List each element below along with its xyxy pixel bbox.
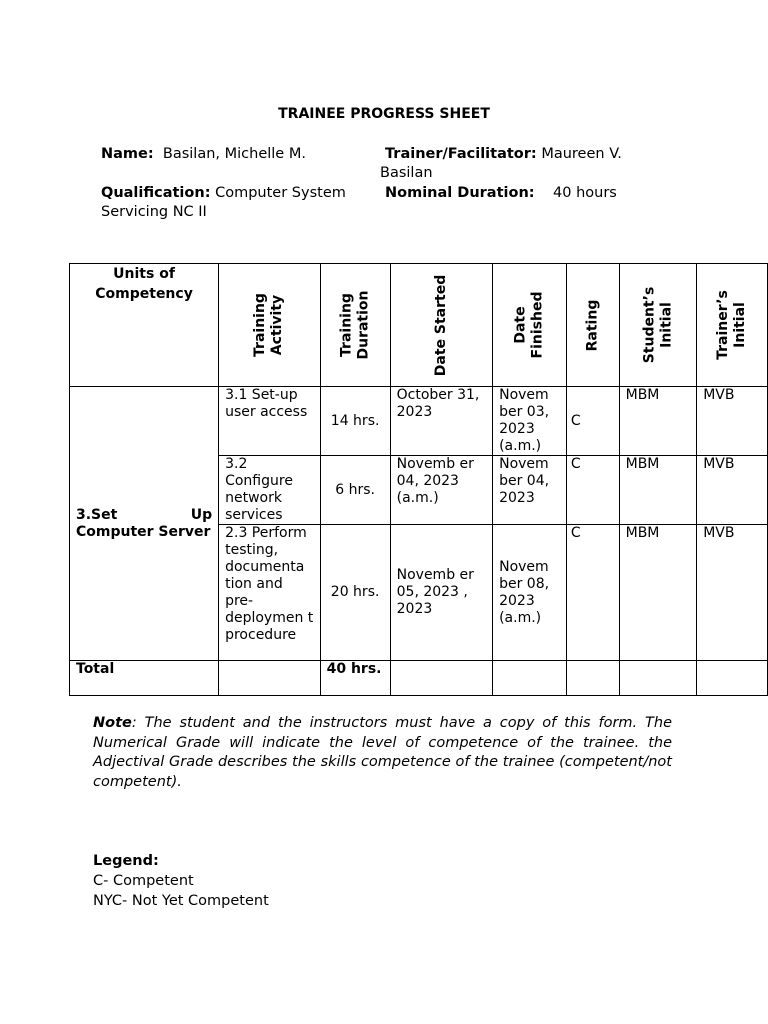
- duration-field: [385, 184, 617, 203]
- total-row: [70, 661, 768, 696]
- name-value: Basilan, Michelle M.: [162, 146, 306, 162]
- total-label: Total: [70, 661, 219, 696]
- qualification-value-1: Computer System: [215, 185, 346, 201]
- trainer-value-1: Maureen V.: [541, 146, 622, 162]
- header-units: Units of Competency: [70, 264, 219, 387]
- header-activity: Training Activity: [219, 264, 321, 387]
- student-initial-cell: MBM: [619, 456, 697, 525]
- name-label: Name:: [101, 146, 154, 162]
- header-date-finished: Date Finished: [493, 264, 567, 387]
- activity-cell: 2.3 Perform testing, documenta tion and pre-deploymen t procedure: [219, 525, 321, 661]
- duration-cell: 6 hrs.: [320, 456, 390, 525]
- trainer-field: [380, 145, 670, 183]
- qualification-field: [101, 184, 346, 222]
- date-started-cell: Novemb er 05, 2023 , 2023: [390, 525, 492, 661]
- student-initial-cell: MBM: [619, 387, 697, 456]
- qualification-label: Qualification:: [101, 185, 211, 201]
- total-empty-cell: [566, 661, 619, 696]
- date-finished-cell: Novem ber 08, 2023 (a.m.): [493, 525, 567, 661]
- note-text: : The student and the instructors must have a copy of this form. The Numerical Grade will indicate the level of competence of the trainee. the Adjectival Grade describes the skills competence of the trainee (competent/not competent).: [93, 715, 672, 790]
- total-duration: 40 hrs.: [320, 661, 390, 696]
- total-empty-cell: [697, 661, 768, 696]
- legend-title: Legend:: [93, 853, 159, 869]
- trainer-initial-cell: MVB: [697, 525, 768, 661]
- header-duration: Training Duration: [320, 264, 390, 387]
- trainer-label: Trainer/Facilitator:: [385, 146, 537, 162]
- header-date-started: Date Started: [390, 264, 492, 387]
- note-label: Note: [93, 715, 132, 731]
- activity-cell: 3.1 Set-up user access: [219, 387, 321, 456]
- header-rating: Rating: [566, 264, 619, 387]
- rating-cell: C: [566, 525, 619, 661]
- duration-cell: 14 hrs.: [320, 387, 390, 456]
- qualification-value-2: Servicing NC II: [101, 204, 207, 220]
- trainer-initial-cell: MVB: [697, 456, 768, 525]
- page-title: TRAINEE PROGRESS SHEET: [278, 106, 490, 122]
- name-field: [101, 145, 306, 164]
- progress-table: [69, 263, 768, 696]
- table-header-row: [70, 264, 768, 387]
- table-row: [70, 387, 768, 456]
- date-started-cell: Novemb er 04, 2023 (a.m.): [390, 456, 492, 525]
- header-student-initial: Student’s Initial: [619, 264, 697, 387]
- legend-item: C- Competent: [93, 873, 194, 889]
- date-finished-cell: Novem ber 03, 2023 (a.m.): [493, 387, 567, 456]
- note-paragraph: [93, 714, 672, 792]
- legend: [93, 851, 269, 911]
- trainer-initial-cell: MVB: [697, 387, 768, 456]
- total-empty-cell: [493, 661, 567, 696]
- date-started-cell: October 31, 2023: [390, 387, 492, 456]
- legend-item: NYC- Not Yet Competent: [93, 893, 269, 909]
- total-empty-cell: [619, 661, 697, 696]
- activity-cell: 3.2 Configure network services: [219, 456, 321, 525]
- trainer-value-2: Basilan: [380, 165, 433, 181]
- rating-cell: C: [566, 387, 619, 456]
- duration-value: 40 hours: [553, 185, 617, 201]
- rating-cell: C: [566, 456, 619, 525]
- header-trainer-initial: Trainer’s Initial: [697, 264, 768, 387]
- date-finished-cell: Novem ber 04, 2023: [493, 456, 567, 525]
- duration-cell: 20 hrs.: [320, 525, 390, 661]
- total-empty-cell: [219, 661, 321, 696]
- total-empty-cell: [390, 661, 492, 696]
- student-initial-cell: MBM: [619, 525, 697, 661]
- duration-label: Nominal Duration:: [385, 185, 535, 201]
- unit-of-competency: 3.Set Up Computer Server: [70, 387, 219, 661]
